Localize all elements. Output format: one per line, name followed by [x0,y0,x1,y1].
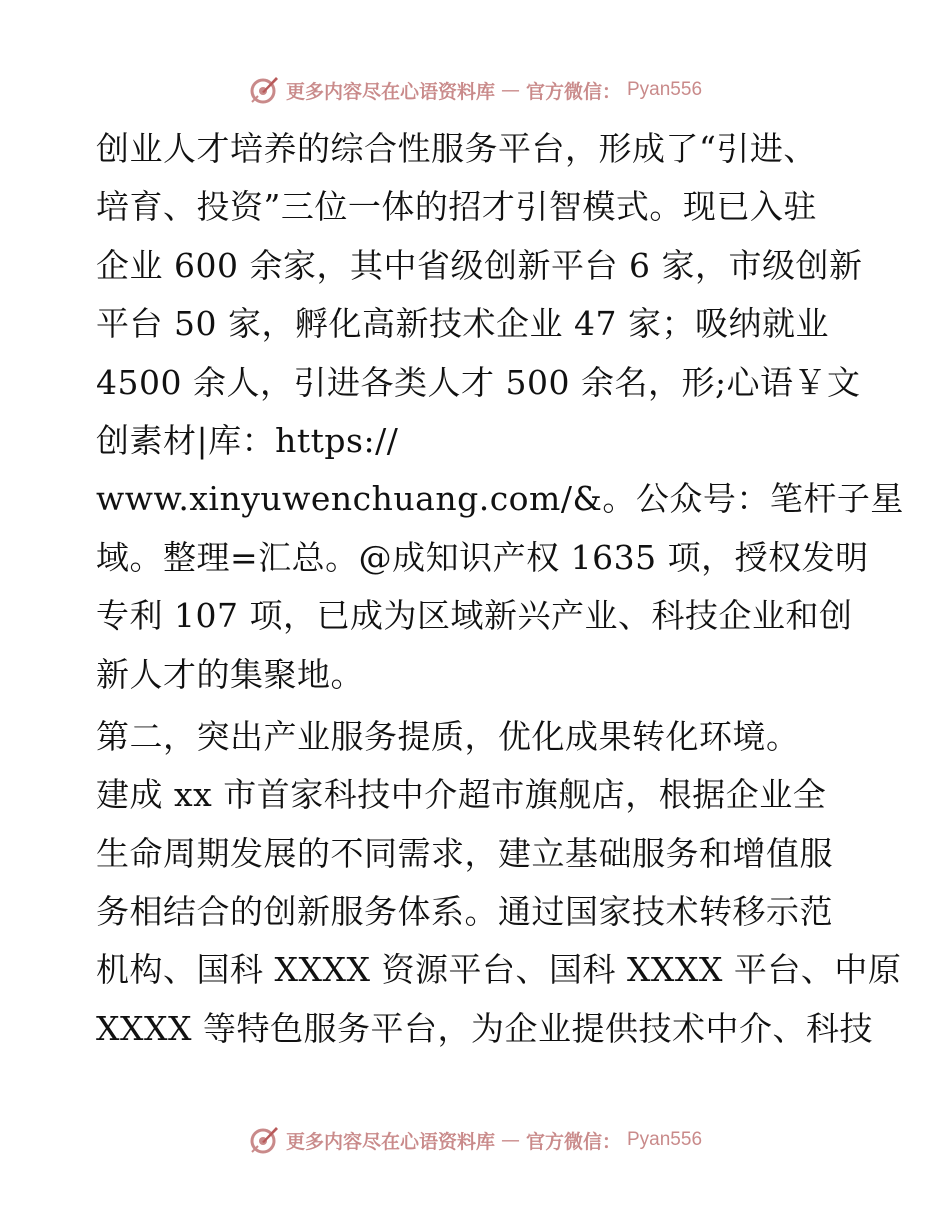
text-line: 专利 107 项，已成为区域新兴产业、科技企业和创 [96,596,853,636]
text-line: 生命周期发展的不同需求，建立基础服务和增值服 [96,833,833,873]
text-line: 机构、国科 XXXX 资源平台、国科 XXXX 平台、中原 [96,950,902,990]
banner-separator: — [500,79,520,101]
text-line: XXXX 等特色服务平台，为企业提供技术中介、科技 [96,1008,873,1048]
text-line: 务相结合的创新服务体系。通过国家技术转移示范 [96,892,833,932]
text-line: 第二，突出产业服务提质，优化成果转化环境。 [96,716,800,756]
banner-separator: — [500,1129,520,1151]
text-line: 建成 xx 市首家科技中介超市旗舰店，根据企业全 [96,775,827,815]
text-line: 4500 余人，引进各类人才 500 余名，形;心语￥文 [96,362,861,402]
text-line: 新人才的集聚地。 [96,654,364,694]
text-line: 域。整理=汇总。@成知识产权 1635 项，授权发明 [96,537,869,577]
banner-text: 更多内容尽在心语资料库 [285,1130,495,1153]
paragraph-2 [96,708,902,1058]
document-body [96,120,904,1058]
text-line: 培育、投资”三位一体的招才引智模式。现已入驻 [96,187,817,227]
text-line: 创素材|库：https:// [96,420,399,460]
text-line: 创业人才培养的综合性服务平台，形成了“引进、 [96,129,817,168]
banner-label: 官方微信： [525,80,621,103]
banner-wechat-id: Pyan556 [627,1129,703,1150]
quill-circle-logo-icon [248,1124,280,1156]
banner-label: 官方微信： [525,1130,621,1153]
footer-banner [0,1120,950,1160]
banner-text: 更多内容尽在心语资料库 [285,80,495,103]
header-banner [0,70,950,110]
text-line: www.xinyuwenchuang.com/&。公众号：笔杆子星 [96,479,904,519]
paragraph-1 [96,120,904,704]
quill-circle-logo-icon [248,74,280,106]
banner-wechat-id: Pyan556 [627,79,703,100]
text-line: 平台 50 家，孵化高新技术企业 47 家；吸纳就业 [96,304,829,344]
text-line: 企业 600 余家，其中省级创新平台 6 家，市级创新 [96,245,863,285]
